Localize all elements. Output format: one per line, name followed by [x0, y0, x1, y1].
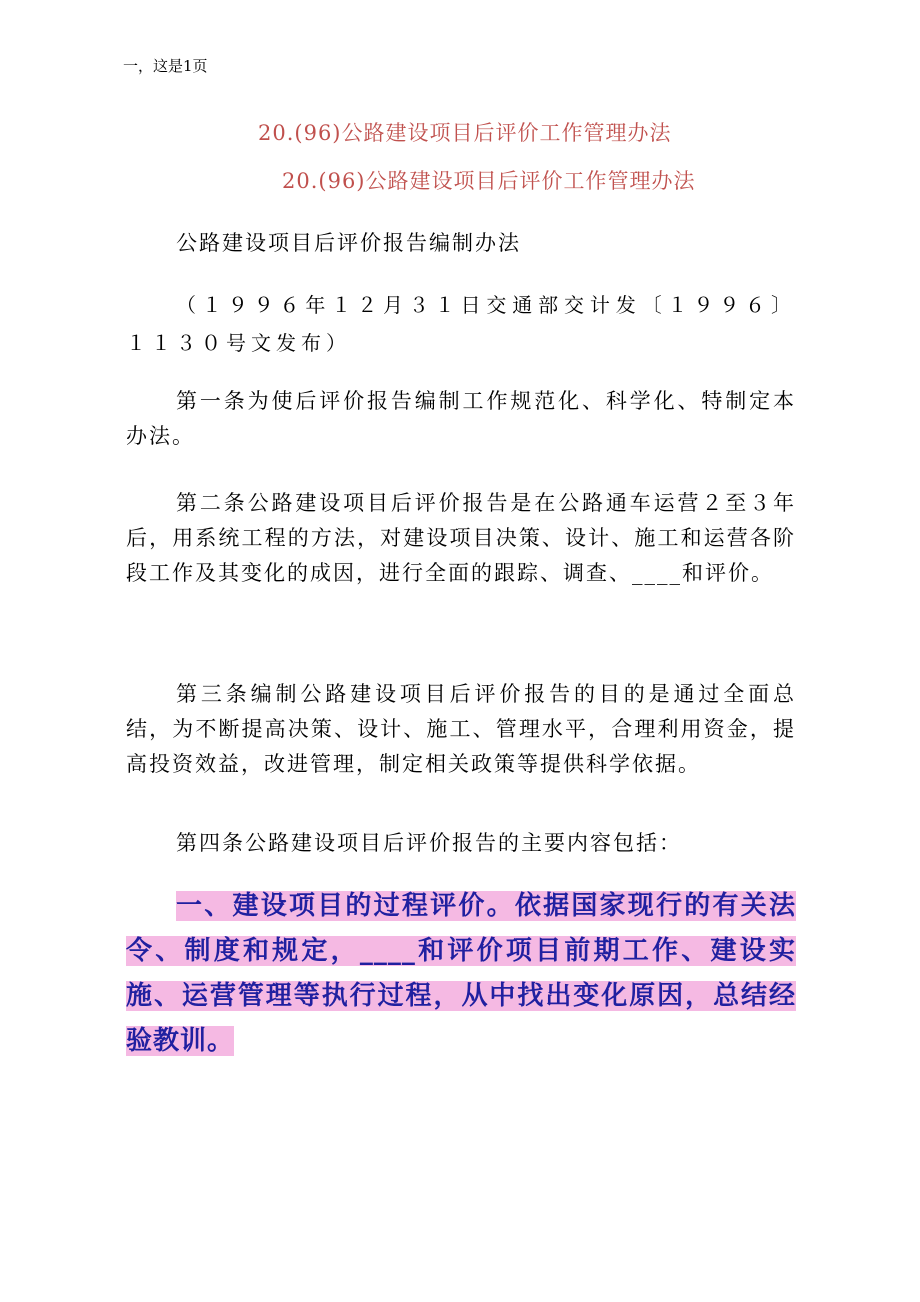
article-4-paragraph: 第四条公路建设项目后评价报告的主要内容包括： — [176, 831, 682, 855]
article-1-paragraph: 第一条为使后评价报告编制工作规范化、科学化、特制定本办法。 — [126, 389, 796, 448]
highlighted-item-1-text: 一、建设项目的过程评价。依据国家现行的有关法令、制度和规定，____和评价项目前期工作、建设实施、运营管理等执行过程，从中找出变化原因，总结经验教训。 — [126, 891, 796, 1056]
highlighted-item-1-block — [126, 884, 796, 1064]
document-title-line-1: 20.(96)公路建设项目后评价工作管理办法 — [258, 121, 672, 145]
document-title-line-2: 20.(96)公路建设项目后评价工作管理办法 — [282, 169, 696, 193]
issue-note: （１９９６年１２月３１日交通部交计发〔１９９６〕１１３０号文发布） — [126, 293, 796, 355]
article-2-paragraph: 第二条公路建设项目后评价报告是在公路通车运营２至３年后，用系统工程的方法，对建设项目决策、设计、施工和运营各阶段工作及其变化的成因，进行全面的跟踪、调查、____和评价。 — [126, 491, 796, 585]
document-subtitle: 公路建设项目后评价报告编制办法 — [176, 231, 521, 255]
page-label: 一，这是1页 — [123, 57, 208, 75]
article-3-paragraph: 第三条编制公路建设项目后评价报告的目的是通过全面总结，为不断提高决策、设计、施工、管理水平，合理利用资金，提高投资效益，改进管理，制定相关政策等提供科学依据。 — [126, 682, 796, 776]
